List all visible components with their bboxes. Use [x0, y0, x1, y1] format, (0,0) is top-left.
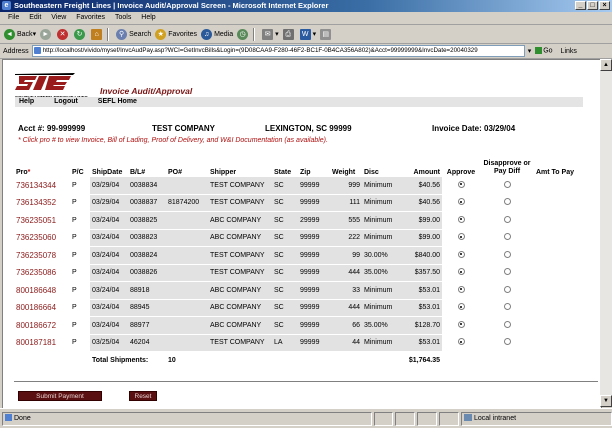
disc-cell: Minimum [362, 282, 402, 299]
approve-radio[interactable] [458, 251, 465, 258]
col-state: State [274, 169, 292, 176]
pc-cell: P [72, 251, 77, 259]
shipdate-cell: 03/29/04 [90, 177, 128, 194]
shipper-cell: TEST COMPANY [208, 195, 272, 212]
zip-cell: 99999 [298, 195, 330, 212]
col-weight: Weight [332, 169, 356, 176]
state-cell: SC [272, 230, 298, 247]
word-edit-icon: W [300, 29, 311, 40]
shipdate-cell: 03/24/04 [90, 230, 128, 247]
approve-radio[interactable] [458, 181, 465, 188]
pro-link[interactable]: 800187181 [16, 338, 57, 348]
amt-to-pay-cell [534, 335, 582, 352]
search-icon: ⚲ [116, 29, 127, 40]
disc-cell: 35.00% [362, 265, 402, 282]
status-bar [0, 408, 612, 428]
pc-cell: P [72, 339, 77, 347]
col-shipper: Shipper [210, 169, 237, 176]
weight-cell: 444 [330, 300, 362, 317]
weight-cell: 44 [330, 335, 362, 352]
amt-to-pay-cell [534, 177, 582, 194]
table-row [14, 300, 582, 317]
state-cell: SC [272, 300, 298, 317]
refresh-icon: ↻ [74, 29, 85, 40]
scroll-down-icon[interactable]: ▼ [600, 395, 612, 407]
zip-cell: 99999 [298, 177, 330, 194]
col-disapprove: Disapprove or Pay Diff [483, 160, 531, 175]
col-approve: Approve [446, 169, 476, 176]
disc-cell: 30.00% [362, 247, 402, 264]
amt-to-pay-cell [534, 195, 582, 212]
disc-cell: Minimum [362, 195, 402, 212]
pc-cell: P [72, 181, 77, 189]
col-zip: Zip [300, 169, 311, 176]
state-cell: SC [272, 195, 298, 212]
pro-link[interactable]: 736134352 [16, 198, 57, 208]
account-company: TEST COMPANY [152, 124, 215, 133]
menu-view[interactable]: View [51, 14, 67, 21]
disapprove-radio[interactable] [504, 233, 511, 240]
discuss-icon: ▤ [320, 29, 331, 40]
nav-help-link[interactable]: Help [19, 98, 35, 105]
status-text-cell: Done [2, 412, 372, 426]
menu-help[interactable]: Help [141, 14, 156, 21]
security-zone-cell: Local intranet [461, 412, 612, 426]
shipdate-cell: 03/24/04 [90, 212, 128, 229]
media-button[interactable]: ♫ Media [201, 29, 233, 40]
pro-link[interactable]: 800186672 [16, 320, 57, 330]
po-cell [166, 317, 208, 334]
pc-cell: P [72, 269, 77, 277]
local-intranet-icon [464, 414, 472, 421]
disapprove-radio[interactable] [504, 251, 511, 258]
table-row [14, 195, 582, 212]
menu-favorites[interactable]: Favorites [76, 14, 106, 21]
disapprove-radio[interactable] [504, 303, 511, 310]
zip-cell: 99999 [298, 247, 330, 264]
mail-icon: ✉ [262, 29, 273, 40]
bl-cell: 0038834 [128, 177, 166, 194]
amt-to-pay-cell [534, 265, 582, 282]
minimize-button[interactable]: _ [575, 1, 586, 10]
state-cell: SC [272, 212, 298, 229]
amount-cell: $840.00 [402, 247, 442, 264]
amt-to-pay-cell [534, 247, 582, 264]
shipdate-cell: 03/25/04 [90, 335, 128, 352]
col-amount: Amount [413, 169, 440, 176]
stop-button[interactable] [57, 29, 70, 40]
shipper-cell: ABC COMPANY [208, 212, 272, 229]
divider [14, 381, 598, 382]
approve-radio[interactable] [458, 338, 465, 345]
table-row [14, 230, 582, 247]
shipper-cell: TEST COMPANY [208, 265, 272, 282]
approve-radio[interactable] [458, 216, 465, 223]
bl-cell: 0038826 [128, 265, 166, 282]
col-pc: P/C [72, 169, 84, 176]
col-bl: B/L# [130, 169, 146, 176]
amount-cell: $128.70 [402, 317, 442, 334]
disapprove-radio[interactable] [504, 198, 511, 205]
weight-cell: 222 [330, 230, 362, 247]
col-disc: Disc [364, 169, 379, 176]
page-title: Invoice Audit/Approval [100, 86, 193, 96]
amount-cell: $40.56 [402, 177, 442, 194]
bl-cell: 46204 [128, 335, 166, 352]
amt-to-pay-cell [534, 230, 582, 247]
amount-cell: $99.00 [402, 212, 442, 229]
pro-link[interactable]: 800186648 [16, 285, 57, 295]
weight-cell: 33 [330, 282, 362, 299]
browser-toolbar [0, 25, 612, 44]
zip-cell: 99999 [298, 317, 330, 334]
bl-cell: 88918 [128, 282, 166, 299]
state-cell: SC [272, 265, 298, 282]
state-cell: LA [272, 335, 298, 352]
go-arrow-icon [535, 47, 542, 54]
table-row [14, 247, 582, 264]
disapprove-radio[interactable] [504, 338, 511, 345]
bl-cell: 0038837 [128, 195, 166, 212]
approve-radio[interactable] [458, 303, 465, 310]
edit-button[interactable]: W ▾ [300, 29, 317, 40]
bl-cell: 0038823 [128, 230, 166, 247]
po-cell [166, 177, 208, 194]
col-po: PO# [168, 169, 183, 176]
search-button[interactable]: ⚲ Search [116, 29, 151, 40]
zip-cell: 99999 [298, 230, 330, 247]
home-icon: ⌂ [91, 29, 102, 40]
po-cell [166, 335, 208, 352]
shipdate-cell: 03/24/04 [90, 265, 128, 282]
pro-link[interactable]: 736235060 [16, 233, 57, 243]
disapprove-radio[interactable] [504, 181, 511, 188]
weight-cell: 444 [330, 265, 362, 282]
address-input[interactable] [32, 45, 525, 57]
total-shipments-label: Total Shipments: [92, 356, 149, 364]
shipper-cell: TEST COMPANY [208, 247, 272, 264]
discuss-button[interactable] [320, 29, 333, 40]
history-icon: ◷ [237, 29, 248, 40]
address-bar [0, 44, 612, 59]
pc-cell: P [72, 321, 77, 329]
amount-cell: $357.50 [402, 265, 442, 282]
home-button[interactable] [91, 29, 104, 40]
weight-cell: 66 [330, 317, 362, 334]
history-button[interactable] [237, 29, 250, 40]
zip-cell: 99999 [298, 335, 330, 352]
table-row [14, 282, 582, 299]
shipper-cell: ABC COMPANY [208, 230, 272, 247]
pc-cell: P [72, 234, 77, 242]
favorites-button[interactable]: ★ Favorites [155, 29, 197, 40]
amount-cell: $40.56 [402, 195, 442, 212]
ie-icon: e [2, 1, 11, 10]
nav-logout-link[interactable]: Logout [54, 98, 78, 105]
shipper-cell: ABC COMPANY [208, 317, 272, 334]
shipdate-cell: 03/24/04 [90, 247, 128, 264]
vertical-scrollbar[interactable] [600, 59, 612, 407]
stop-icon: ✕ [57, 29, 68, 40]
pro-link[interactable]: 736235051 [16, 215, 57, 225]
po-cell: 81874200 [166, 195, 208, 212]
media-icon: ♫ [201, 29, 212, 40]
links-button[interactable]: Links [560, 47, 577, 55]
col-shipdate: ShipDate [92, 169, 123, 176]
close-button[interactable]: × [599, 1, 610, 10]
zip-cell: 29999 [298, 212, 330, 229]
refresh-button[interactable] [74, 29, 87, 40]
amt-to-pay-cell [534, 282, 582, 299]
print-icon: ⎙ [283, 29, 294, 40]
po-cell [166, 282, 208, 299]
disc-cell: Minimum [362, 300, 402, 317]
shipper-cell: TEST COMPANY [208, 177, 272, 194]
print-button[interactable] [283, 29, 296, 40]
shipper-cell: ABC COMPANY [208, 282, 272, 299]
maximize-button[interactable]: □ [587, 1, 598, 10]
invoice-table [14, 158, 582, 370]
total-shipments-count: 10 [168, 356, 176, 364]
approve-radio[interactable] [458, 198, 465, 205]
forward-button[interactable] [40, 29, 53, 40]
toolbar-separator [253, 28, 255, 41]
scroll-up-icon[interactable]: ▲ [600, 59, 612, 71]
pc-cell: P [72, 199, 77, 207]
state-cell: SC [272, 247, 298, 264]
back-arrow-icon: ◄ [4, 29, 15, 40]
disapprove-radio[interactable] [504, 321, 511, 328]
weight-cell: 555 [330, 212, 362, 229]
reset-button[interactable]: Reset [129, 391, 157, 401]
disc-cell: Minimum [362, 212, 402, 229]
amount-cell: $53.01 [402, 335, 442, 352]
pc-cell: P [72, 304, 77, 312]
nav-home-link[interactable]: SEFL Home [97, 98, 137, 105]
amount-cell: $99.00 [402, 230, 442, 247]
disapprove-radio[interactable] [504, 216, 511, 223]
disc-cell: Minimum [362, 230, 402, 247]
shipper-cell: ABC COMPANY [208, 300, 272, 317]
po-cell [166, 265, 208, 282]
zip-cell: 99999 [298, 300, 330, 317]
nav-links [15, 97, 583, 107]
account-city: LEXINGTON, SC 99999 [265, 124, 352, 133]
shipdate-cell: 03/24/04 [90, 300, 128, 317]
back-button[interactable]: ◄ Back ▾ [4, 29, 36, 40]
toolbar-separator [107, 28, 109, 41]
approve-radio[interactable] [458, 268, 465, 275]
approve-radio[interactable] [458, 233, 465, 240]
disapprove-radio[interactable] [504, 268, 511, 275]
shipdate-cell: 03/24/04 [90, 282, 128, 299]
zip-cell: 99999 [298, 265, 330, 282]
amt-to-pay-cell [534, 300, 582, 317]
col-pro: Pro* [16, 169, 31, 176]
amt-to-pay-cell [534, 317, 582, 334]
state-cell: SC [272, 282, 298, 299]
zip-cell: 99999 [298, 282, 330, 299]
amount-cell: $53.01 [402, 300, 442, 317]
po-cell [166, 212, 208, 229]
favorites-star-icon: ★ [155, 29, 166, 40]
state-cell: SC [272, 317, 298, 334]
approve-radio[interactable] [458, 321, 465, 328]
disc-cell: Minimum [362, 335, 402, 352]
window-title-bar[interactable] [0, 0, 612, 12]
disc-cell: Minimum [362, 177, 402, 194]
pro-link[interactable]: 736235086 [16, 268, 57, 278]
bl-cell: 0038825 [128, 212, 166, 229]
pro-instructions-note: * Click pro # to view Invoice, Bill of Lading, Proof of Delivery, and W&I Documentation (as available). [18, 137, 328, 144]
menu-file[interactable]: File [8, 14, 20, 21]
amount-cell: $53.01 [402, 282, 442, 299]
bl-cell: 88945 [128, 300, 166, 317]
table-row [14, 317, 582, 334]
state-cell: SC [272, 177, 298, 194]
pc-cell: P [72, 216, 77, 224]
approve-radio[interactable] [458, 286, 465, 293]
account-number: Acct #: 99-999999 [18, 124, 86, 133]
disapprove-radio[interactable] [504, 286, 511, 293]
bl-cell: 88977 [128, 317, 166, 334]
window-title: Southeastern Freight Lines | Invoice Audit/Approval Screen - Microsoft Internet Explorer [14, 1, 329, 10]
shipdate-cell: 03/29/04 [90, 195, 128, 212]
po-cell [166, 300, 208, 317]
pro-link[interactable]: 736134344 [16, 180, 57, 190]
total-amount: $1,764.35 [408, 356, 440, 364]
pc-cell: P [72, 286, 77, 294]
table-row [14, 212, 582, 229]
sefl-logo [15, 72, 95, 100]
menu-edit[interactable]: Edit [29, 14, 42, 21]
menu-bar [0, 12, 612, 25]
invoice-date: Invoice Date: 03/29/04 [432, 124, 516, 133]
page-icon [34, 47, 41, 54]
amt-to-pay-cell [534, 212, 582, 229]
forward-arrow-icon: ► [40, 29, 51, 40]
page-status-icon [5, 414, 12, 421]
address-dropdown-icon[interactable]: ▾ [527, 48, 532, 55]
col-amt-to-pay: Amt To Pay [536, 169, 574, 176]
weight-cell: 111 [330, 195, 362, 212]
weight-cell: 999 [330, 177, 362, 194]
weight-cell: 99 [330, 247, 362, 264]
address-label: Address [3, 47, 29, 55]
go-button[interactable]: Go [535, 47, 552, 54]
bl-cell: 0038824 [128, 247, 166, 264]
totals-row [14, 352, 582, 369]
shipper-cell: TEST COMPANY [208, 335, 272, 352]
table-row [14, 265, 582, 282]
po-cell [166, 230, 208, 247]
mail-button[interactable]: ✉ ▾ [262, 29, 279, 40]
menu-tools[interactable]: Tools [115, 14, 132, 21]
sefl-logo-mark [15, 72, 95, 94]
table-header-row [14, 159, 582, 176]
table-row [14, 335, 582, 352]
shipdate-cell: 03/24/04 [90, 317, 128, 334]
po-cell [166, 247, 208, 264]
table-row [14, 177, 582, 194]
pro-link[interactable]: 800186664 [16, 303, 57, 313]
pro-link[interactable]: 736235078 [16, 250, 57, 260]
address-url: http://localhost/vivido/mysef/InvcAudPay.asp?WCI=GetInvcBills&Login=(9D08CAA9-F280-46F2-BC1F-0B4CA356A802)&Acct=99999999&InvcDate=20040329 [42, 47, 478, 54]
submit-payment-button[interactable]: Submit Payment [18, 391, 102, 401]
disc-cell: 35.00% [362, 317, 402, 334]
